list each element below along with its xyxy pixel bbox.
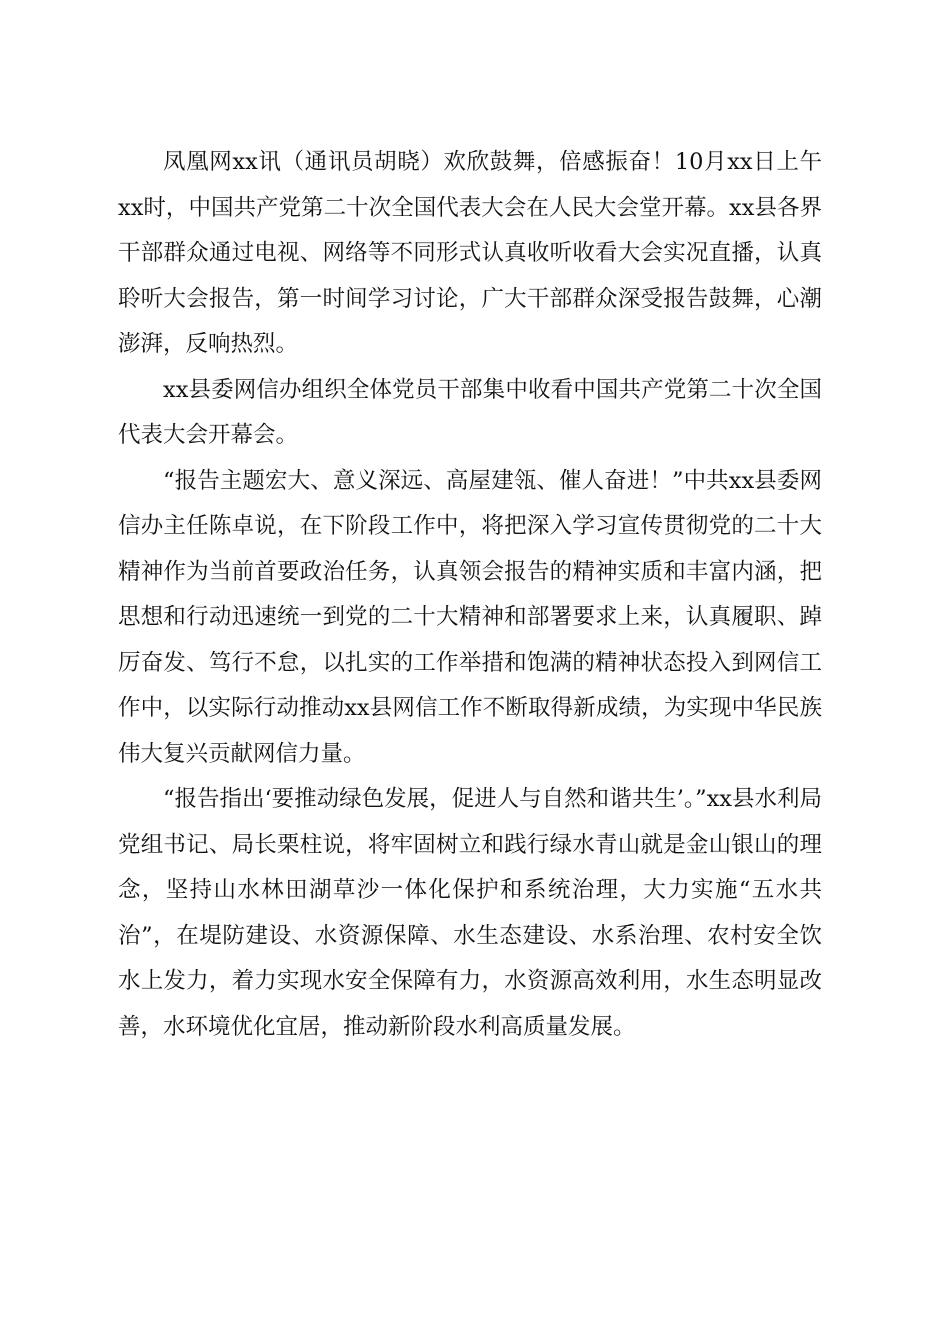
paragraph-chen-zhuo-quote: “报告主题宏大、意义深远、高屋建瓴、催人奋进！”中共xx县委网信办主任陈卓说，在下阶段工作中，将把深入学习宣传贯彻党的二十大精神作为当前首要政治任务，认真领会报告的精神实质和丰富内涵，把思想和行动迅速统一到党的二十大精神和部署要求上来，认真履职、踔厉奋发、笃行不怠，以扎实的工作举措和饱满的精神状态投入到网信工作中，以实际行动推动xx县网信工作不断取得新成绩，为实现中华民族伟大复兴贡献网信力量。: [118, 467, 822, 767]
paragraph-cyberspace-office: xx县委网信办组织全体党员干部集中收看中国共产党第二十次全国代表大会开幕会。: [118, 376, 822, 448]
paragraph-li-zhu-quote: “报告指出‘要推动绿色发展，促进人与自然和谐共生’。”xx县水利局党组书记、局长栗柱说，将牢固树立和践行绿水青山就是金山银山的理念，坚持山水林田湖草沙一体化保护和系统治理，大力实施“五水共治”，在堤防建设、水资源保障、水生态建设、水系治理、农村安全饮水上发力，着力实现水安全保障有力，水资源高效利用，水生态明显改善，水环境优化宜居，推动新阶段水利高质量发展。: [118, 786, 822, 1040]
paragraph-intro: 凤凰网xx讯（通讯员胡晓）欢欣鼓舞，倍感振奋！10月xx日上午xx时，中国共产党第二十次全国代表大会在人民大会堂开幕。xx县各界干部群众通过电视、网络等不同形式认真收听收看大会实况直播，认真聆听大会报告，第一时间学习讨论，广大干部群众深受报告鼓舞，心潮澎湃，反响热烈。: [118, 149, 822, 357]
article-body: [118, 140, 822, 1050]
